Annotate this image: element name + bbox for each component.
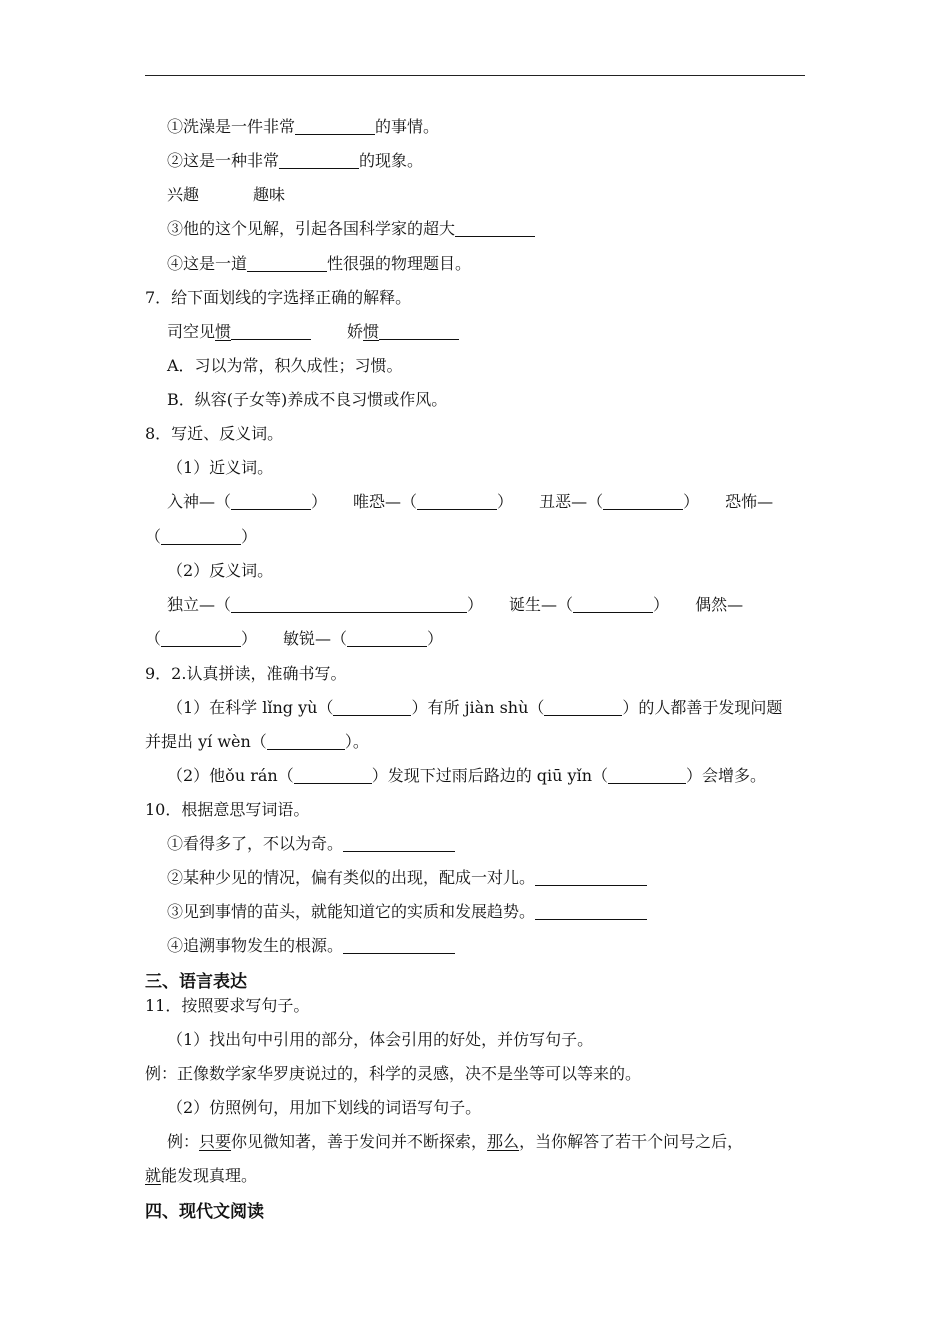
- q8-part1-label: （1）近义词。: [167, 458, 274, 477]
- q6-item-1: ①洗澡是一件非常 的事情。: [167, 117, 440, 136]
- q9-title: 9．2.认真拼读，准确书写。: [145, 664, 347, 683]
- q6-word-choices: 兴趣 趣味: [167, 185, 286, 204]
- q8-title: 8．写近、反义词。: [145, 424, 284, 443]
- q6-item-3: ③他的这个见解，引起各国科学家的超大: [167, 219, 535, 239]
- q7-option-b: B．纵容(子女等)养成不良习惯或作风。: [167, 390, 448, 409]
- q10-item-3: ③见到事情的苗头，就能知道它的实质和发展趋势。: [167, 902, 647, 922]
- header-rule: [145, 75, 805, 76]
- q7-words: 司空见惯 娇惯: [167, 322, 459, 342]
- answer-blank[interactable]: [231, 323, 311, 340]
- q6-item-2: ②这是一种非常 的现象。: [167, 151, 424, 170]
- q9-part2: （2）他ǒu rán（ ）发现下过雨后路边的 qiū yǐn（ ）会增多。: [167, 766, 767, 785]
- answer-blank[interactable]: [343, 835, 455, 852]
- answer-blank[interactable]: [343, 937, 455, 954]
- q11-part2: （2）仿照例句，用加下划线的词语写句子。: [167, 1098, 482, 1117]
- answer-blank[interactable]: [608, 767, 686, 784]
- answer-blank[interactable]: [417, 493, 497, 510]
- q11-example-2: 例：只要你见微知著，善于发问并不断探索，那么，当你解答了若干个问号之后，: [167, 1132, 744, 1151]
- q10-title: 10．根据意思写词语。: [145, 800, 310, 819]
- q10-item-2: ②某种少见的情况，偏有类似的出现，配成一对儿。: [167, 868, 647, 888]
- q10-item-4: ④追溯事物发生的根源。: [167, 936, 455, 956]
- q8-antonyms-row: 独立—（ ） 诞生—（ ） 偶然—: [167, 595, 744, 614]
- q11-title: 11．按照要求写句子。: [145, 996, 310, 1015]
- q6-item-4: ④这是一道 性很强的物理题目。: [167, 254, 472, 273]
- answer-blank[interactable]: [379, 323, 459, 340]
- answer-blank[interactable]: [161, 630, 241, 647]
- q8-antonyms-row-2: （ ） 敏锐—（ ）: [145, 629, 444, 648]
- answer-blank[interactable]: [279, 152, 359, 169]
- q8-synonyms-row: 入神—（ ） 唯恐—（ ） 丑恶—（ ） 恐怖—: [167, 492, 774, 511]
- answer-blank[interactable]: [544, 699, 622, 716]
- answer-blank[interactable]: [333, 699, 411, 716]
- q7-title: 7．给下面划线的字选择正确的解释。: [145, 288, 412, 307]
- answer-blank[interactable]: [294, 767, 372, 784]
- q11-example-2-cont: 就能发现真理。: [145, 1166, 258, 1185]
- q8-part2-label: （2）反义词。: [167, 561, 274, 580]
- q7-option-a: A．习以为常，积久成性；习惯。: [167, 356, 403, 375]
- answer-blank[interactable]: [603, 493, 683, 510]
- section-3-heading: 三、语言表达: [145, 972, 247, 992]
- answer-blank[interactable]: [455, 220, 535, 237]
- answer-blank[interactable]: [347, 630, 427, 647]
- q9-part1: （1）在科学 lǐng yù（ ）有所 jiàn shù（ ）的人都善于发现问题: [167, 698, 783, 717]
- answer-blank[interactable]: [535, 903, 647, 920]
- q9-part1-cont: 并提出 yí wèn（ ）。: [145, 732, 369, 751]
- answer-blank[interactable]: [247, 255, 327, 272]
- answer-blank[interactable]: [573, 596, 653, 613]
- answer-blank[interactable]: [161, 528, 241, 545]
- answer-blank[interactable]: [295, 118, 375, 135]
- q10-item-1: ①看得多了，不以为奇。: [167, 834, 455, 854]
- q11-example-1: 例：正像数学家华罗庚说过的，科学的灵感，决不是坐等可以等来的。: [145, 1064, 642, 1083]
- answer-blank[interactable]: [231, 493, 311, 510]
- q8-synonyms-row-2: （ ）: [145, 527, 258, 546]
- answer-blank[interactable]: [267, 733, 345, 750]
- answer-blank[interactable]: [535, 869, 647, 886]
- answer-blank[interactable]: [231, 596, 467, 613]
- section-4-heading: 四、现代文阅读: [145, 1202, 264, 1222]
- q11-part1: （1）找出句中引用的部分，体会引用的好处，并仿写句子。: [167, 1030, 594, 1049]
